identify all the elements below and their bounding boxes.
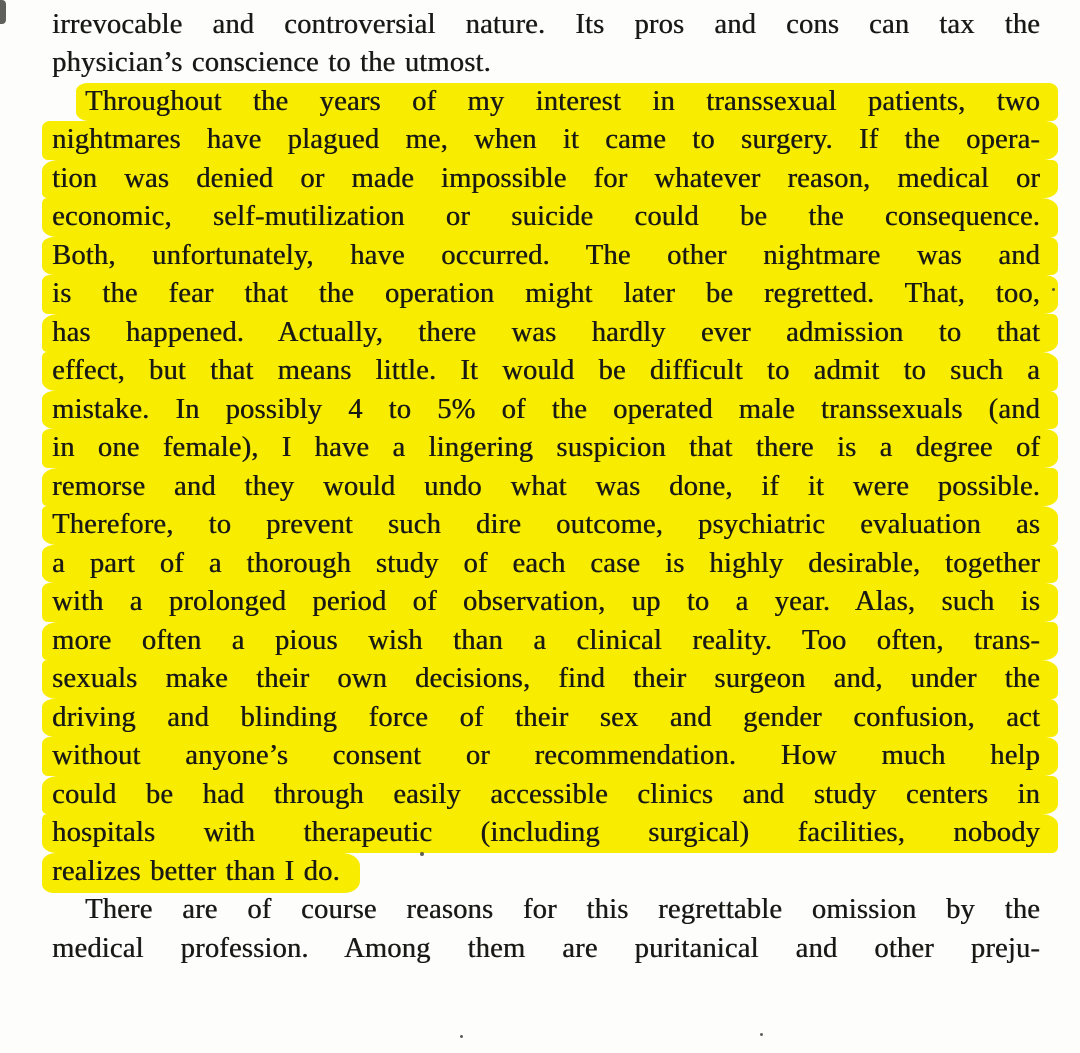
highlight-end-span: realizes better than I do. (42, 853, 360, 893)
highlighted-text-line: more often a pious wish than a clinical reality. Too often, trans- (42, 622, 1058, 661)
highlighted-text-line: driving and blinding force of their sex and gender confusion, act (42, 699, 1058, 738)
highlighted-text-line: has happened. Actually, there was hardly ever admission to that (42, 314, 1058, 353)
highlighted-text-line (52, 853, 1040, 892)
highlighted-text-line: Throughout the years of my interest in transsexual patients, two (76, 83, 1058, 122)
highlighted-text-line: in one female), I have a lingering suspicion that there is a degree of (42, 429, 1058, 468)
highlighted-text-line: economic, self-mutilization or suicide could be the consequence. (42, 198, 1058, 237)
text-line: medical profession. Among them are puritanical and other preju- (52, 932, 1040, 964)
highlighted-text-line: hospitals with therapeutic (including surgical) facilities, nobody (42, 814, 1058, 853)
scan-speck (1052, 288, 1055, 291)
highlighted-text-line: could be had through easily accessible clinics and study centers in (42, 776, 1058, 815)
highlighted-text-line: without anyone’s consent or recommendation. How much help (42, 737, 1058, 776)
text-line: There are of course reasons for this regrettable omission by the (85, 894, 1040, 925)
highlighted-text-line: with a prolonged period of observation, up to a year. Alas, such is (42, 583, 1058, 622)
clipped-glyph-fragment (1044, 0, 1051, 6)
scan-speck (460, 1035, 463, 1038)
highlighted-text-line: nightmares have plagued me, when it came to surgery. If the opera- (42, 121, 1058, 160)
highlighted-text-line: a part of a thorough study of each case is highly desirable, together (42, 545, 1058, 584)
highlighted-text-line: effect, but that means little. It would be difficult to admit to such a (42, 352, 1058, 391)
highlighted-text-line: Both, unfortunately, have occurred. The other nightmare was and (42, 237, 1058, 276)
scan-edge-smudge (0, 0, 6, 24)
highlighted-text-line: sexuals make their own decisions, find their surgeon and, under the (42, 660, 1058, 699)
highlighted-text-line: tion was denied or made impossible for whatever reason, medical or (42, 160, 1058, 199)
highlighted-text-line: remorse and they would undo what was done, if it were possible. (42, 468, 1058, 507)
scan-speck (760, 1033, 763, 1036)
scan-speck (420, 852, 424, 856)
highlighted-text-line: is the fear that the operation might later be regretted. That, too, (42, 275, 1058, 314)
highlighted-text-line: mistake. In possibly 4 to 5% of the operated male transsexuals (and (42, 391, 1058, 430)
page-text-block (52, 0, 1040, 968)
text-line: irrevocable and controversial nature. Its pros and cons can tax the (52, 8, 1040, 40)
highlighted-text-line: Therefore, to prevent such dire outcome, psychiatric evaluation as (42, 506, 1058, 545)
text-line: physician’s conscience to the utmost. (52, 47, 491, 78)
